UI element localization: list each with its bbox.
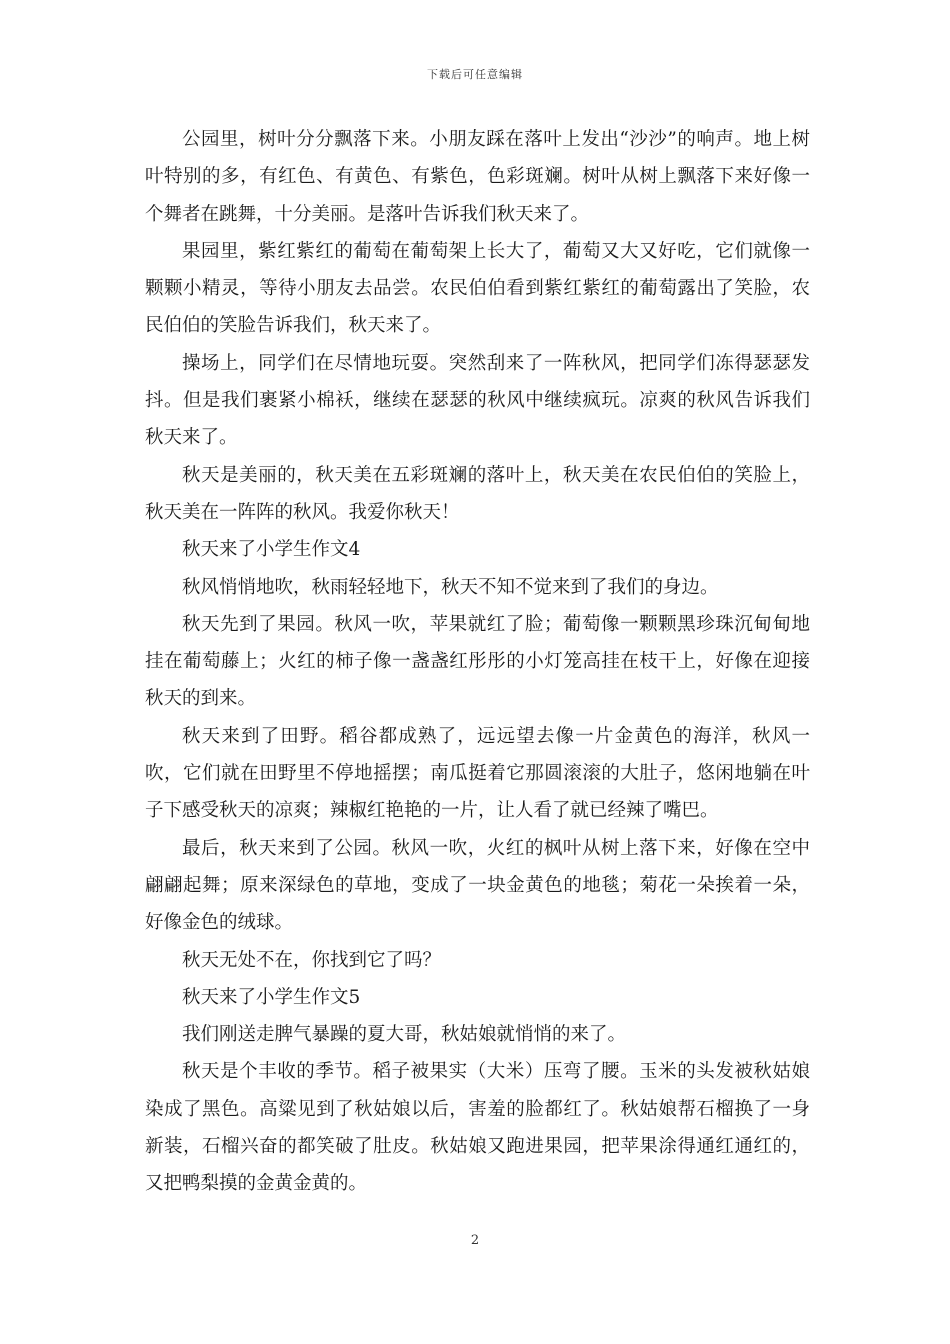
paragraph: 公园里，树叶分分飘落下来。小朋友踩在落叶上发出“沙沙”的响声。地上树叶特别的多，有红色、有黄色、有紫色，色彩斑斓。树叶从树上飘落下来好像一个舞者在跳舞，十分美丽。是落叶告诉我们秋天来了。 [145,129,810,225]
paragraph: 秋天无处不在，你找到它了吗？ [182,949,442,971]
paragraph: 秋风悄悄地吹，秋雨轻轻地下，秋天不知不觉来到了我们的身边。 [182,576,719,598]
section-heading: 秋天来了小学生作文4 [182,539,361,561]
paragraph: 秋天是个丰收的季节。稻子被果实（大米）压弯了腰。玉米的头发被秋姑娘染成了黑色。高粱见到了秋姑娘以后，害羞的脸都红了。秋姑娘帮石榴换了一身新装，石榴兴奋的都笑破了肚皮。秋姑娘又跑进果园，把苹果涂得通红通红的，又把鸭梨摸的金黄金黄的。 [145,1061,810,1195]
paragraph: 秋天先到了果园。秋风一吹，苹果就红了脸；葡萄像一颗颗黑珍珠沉甸甸地挂在葡萄藤上；火红的柿子像一盏盏红彤彤的小灯笼高挂在枝干上，好像在迎接秋天的到来。 [145,613,810,710]
paragraph: 秋天来到了田野。稻谷都成熟了，远远望去像一片金黄色的海洋，秋风一吹，它们就在田野里不停地摇摆；南瓜挺着它那圆滚滚的大肚子，悠闲地躺在叶子下感受秋天的凉爽；辣椒红艳艳的一片，让人看了就已经辣了嘴巴。 [145,725,810,822]
paragraph: 操场上，同学们在尽情地玩耍。突然刮来了一阵秋风，把同学们冻得瑟瑟发抖。但是我们裹紧小棉袄，继续在瑟瑟的秋风中继续疯玩。凉爽的秋风告诉我们秋天来了。 [145,352,810,449]
paragraph: 果园里，紫红紫红的葡萄在葡萄架上长大了，葡萄又大又好吃，它们就像一颗颗小精灵，等待小朋友去品尝。农民伯伯看到紫红紫红的葡萄露出了笑脸，农民伯伯的笑脸告诉我们，秋天来了。 [145,240,810,337]
paragraph: 最后，秋天来到了公园。秋风一吹，火红的枫叶从树上落下来，好像在空中翩翩起舞；原来深绿色的草地，变成了一块金黄色的地毯；菊花一朵挨着一朵，好像金色的绒球。 [145,837,810,934]
page-header-note: 下载后可任意编辑 [427,68,523,81]
paragraph: 秋天是美丽的，秋天美在五彩斑斓的落叶上，秋天美在农民伯伯的笑脸上，秋天美在一阵阵的秋风。我爱你秋天！ [145,464,810,523]
page-number: 2 [470,1233,480,1248]
document-body [145,121,810,1203]
paragraph: 我们刚送走脾气暴躁的夏大哥，秋姑娘就悄悄的来了。 [182,1024,627,1046]
section-heading: 秋天来了小学生作文5 [182,986,361,1008]
